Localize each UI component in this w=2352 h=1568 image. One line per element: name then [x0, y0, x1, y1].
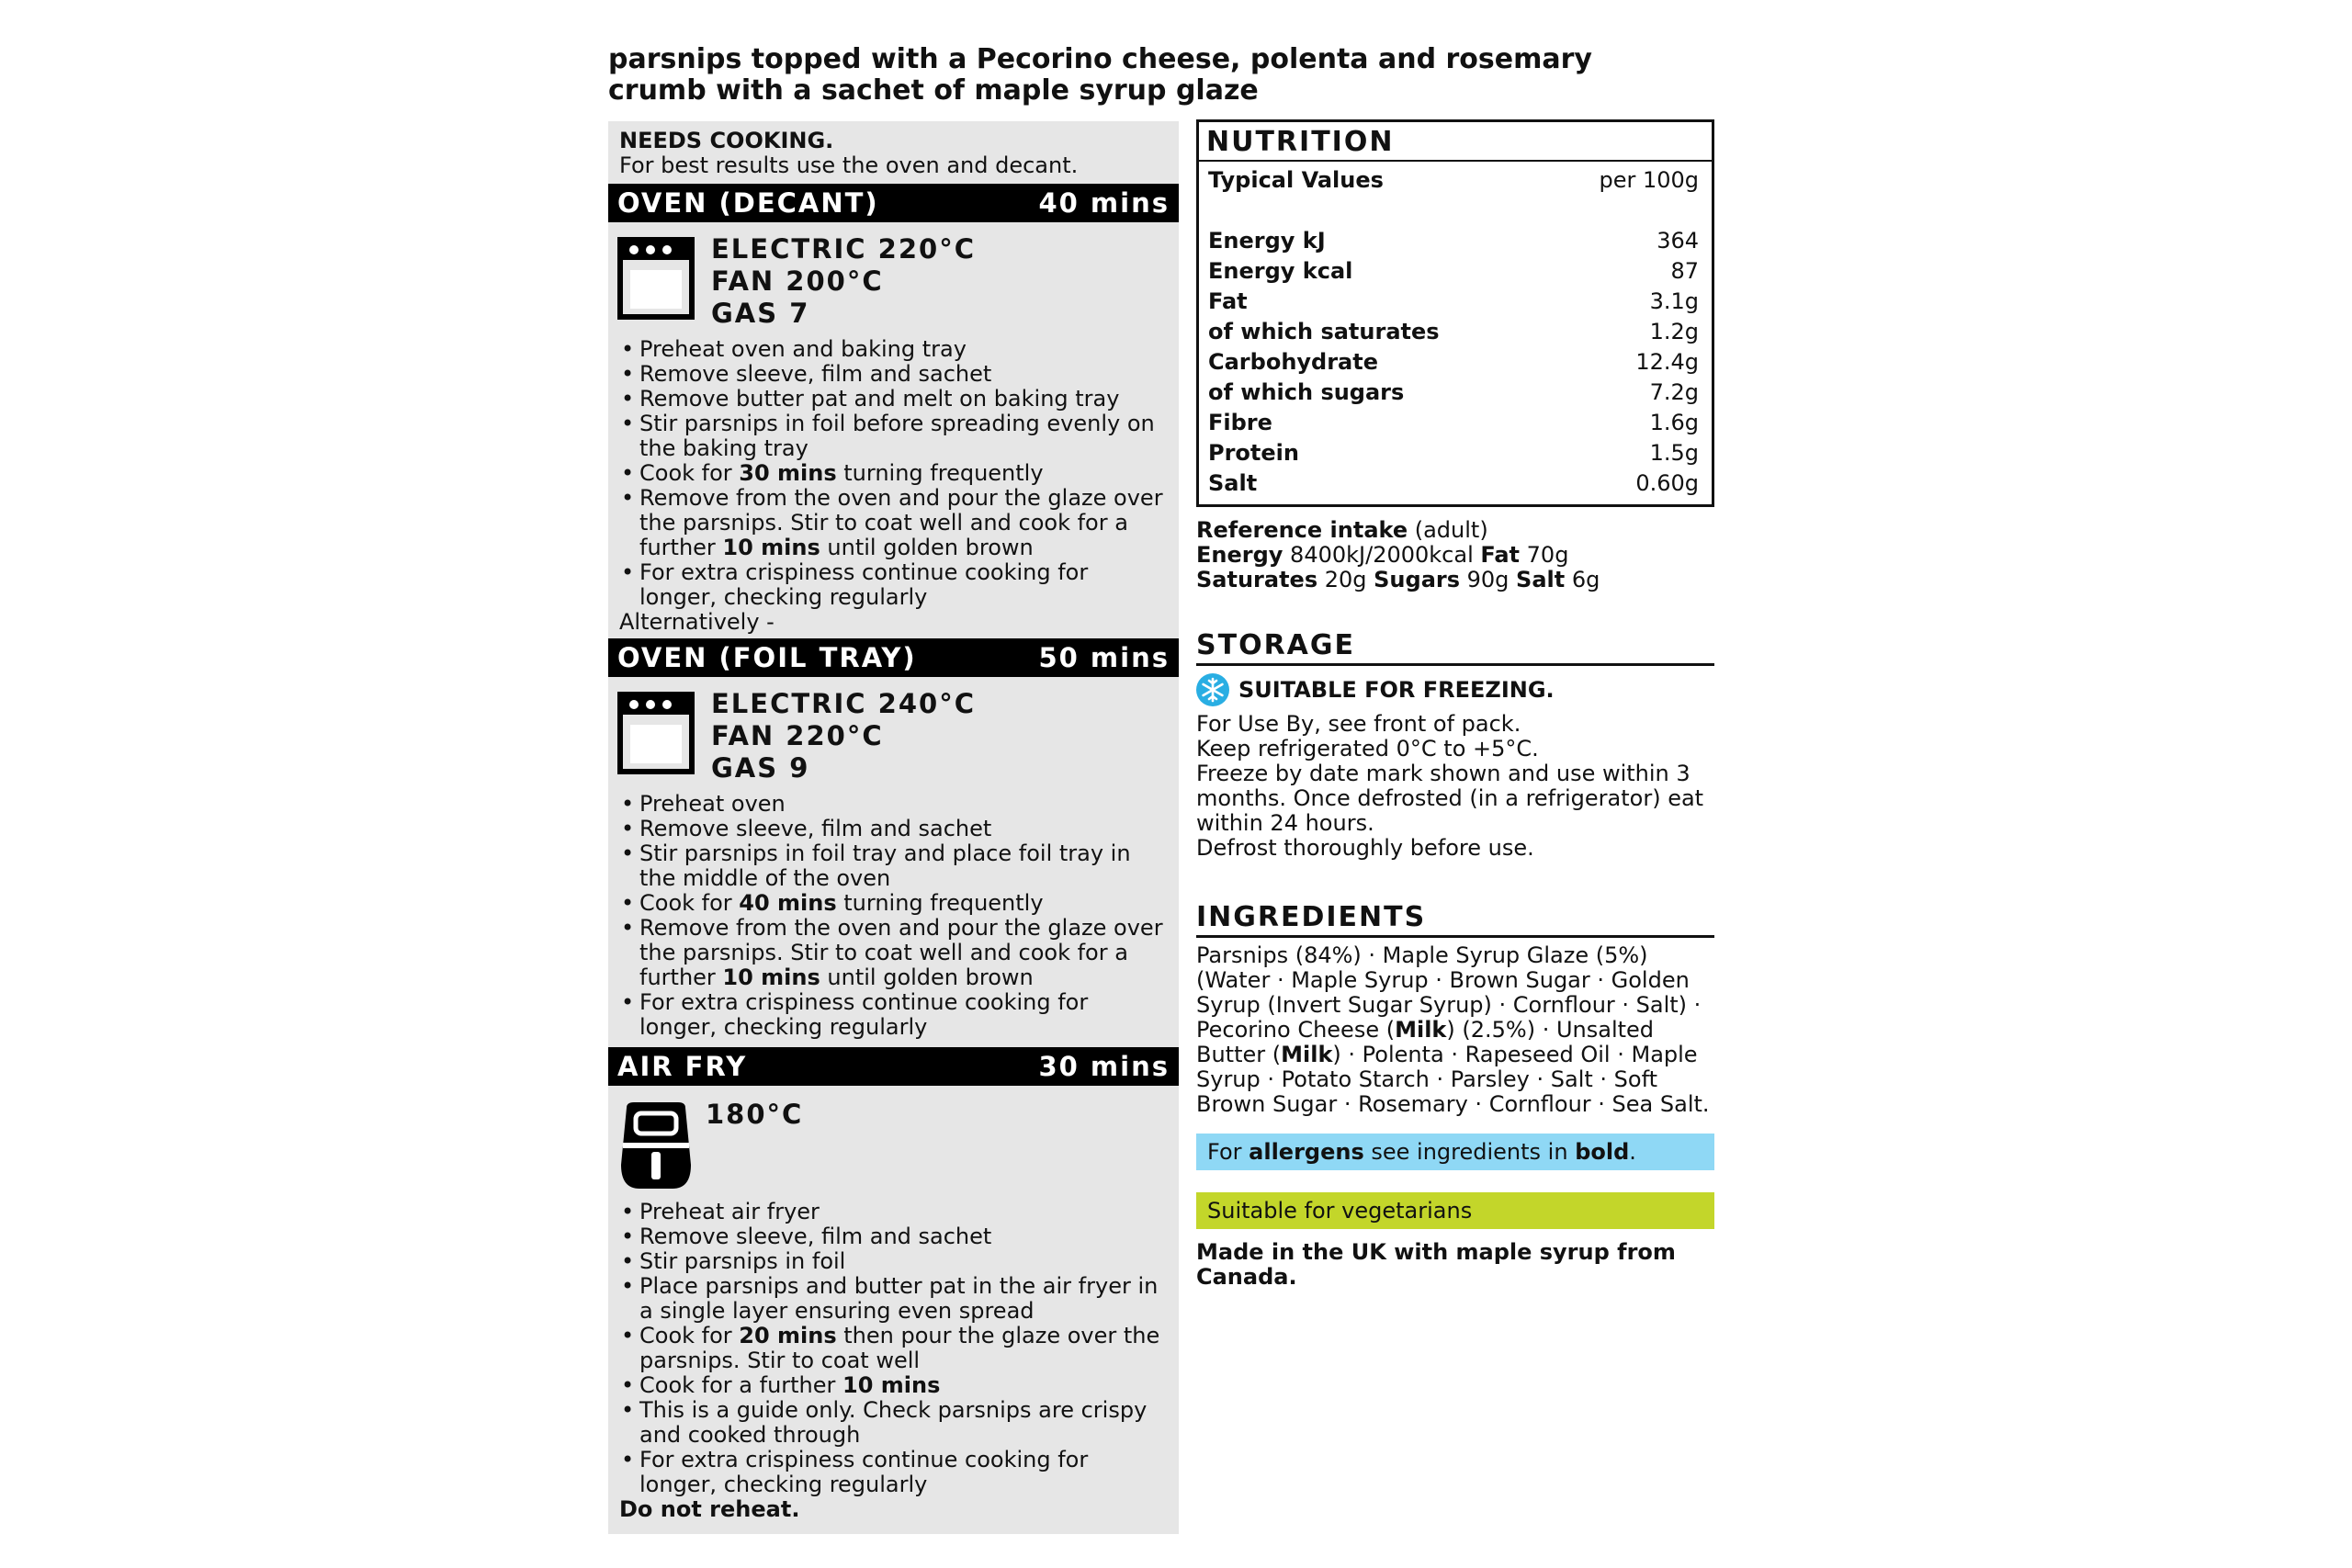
storage-line: Defrost thoroughly before use. — [1196, 835, 1534, 861]
nutrition-rows — [1199, 226, 1712, 499]
freezing-note — [1196, 673, 1714, 706]
ingredient-text: Parsnips (84%) · Maple Syrup Glaze (5%) (Water · Maple Syrup · Brown Sugar · Golden Syrup (Invert Sugar Syrup) · Cornflour · Salt) · Pecorino Cheese ( — [1196, 942, 1702, 1043]
nutrient-label: Salt — [1208, 470, 1258, 496]
cooking-instructions-panel — [608, 121, 1179, 1534]
instruction-step — [619, 1398, 1170, 1448]
nutrient-label: Fat — [1208, 288, 1248, 314]
instruction-step — [619, 1274, 1170, 1324]
step-text: Cook for — [639, 460, 740, 486]
oven-icon — [617, 692, 695, 774]
step-text: Preheat oven and baking tray — [639, 336, 967, 362]
instruction-step — [619, 337, 1170, 362]
reference-text: Energy — [1196, 542, 1283, 568]
allergen-text: bold — [1575, 1139, 1630, 1165]
step-text: Cook for a further — [639, 1372, 843, 1398]
ingredient-text: ) (2.5%) · Unsalted Butter ( — [1196, 1017, 1655, 1067]
origin-statement: Made in the UK with maple syrup from Canada. — [1196, 1239, 1676, 1290]
ingredient-text: Milk — [1395, 1017, 1447, 1043]
instruction-step — [619, 387, 1170, 412]
oven-foil-electric: ELECTRIC 240°C — [711, 688, 976, 719]
storage-text — [1196, 712, 1714, 861]
nutrition-heading: NUTRITION — [1199, 122, 1712, 162]
allergen-text: see ingredients in — [1363, 1139, 1576, 1165]
allergen-text: For — [1207, 1139, 1250, 1165]
vegetarian-banner: Suitable for vegetarians — [1196, 1192, 1714, 1229]
needs-cooking-heading: NEEDS COOKING. — [619, 128, 834, 153]
reference-intake-line — [1196, 568, 1714, 592]
nutrition-column-header — [1199, 165, 1712, 196]
oven-decant-header — [608, 184, 1179, 222]
nutrition-row — [1199, 438, 1712, 468]
reference-text: Fat — [1480, 542, 1521, 568]
air-fry-steps — [608, 1200, 1179, 1497]
ingredient-text: ) · Polenta · Rapeseed Oil · Maple Syrup · Potato Starch · Parsley · Salt · Soft Brown Sugar · Rosemary · Cornflour · Sea Salt. — [1196, 1042, 1710, 1117]
nutrient-value: 364 — [1657, 228, 1699, 254]
oven-decant-steps — [608, 337, 1179, 610]
instruction-step — [619, 1249, 1170, 1274]
reference-intake-line — [1196, 543, 1714, 568]
instruction-step — [619, 916, 1170, 990]
step-text: Stir parsnips in foil — [639, 1248, 846, 1274]
nutrient-value: 1.5g — [1649, 440, 1699, 466]
reference-text: Saturates — [1196, 567, 1318, 592]
nutrient-value: 1.6g — [1649, 410, 1699, 435]
snowflake-icon — [1196, 673, 1229, 706]
nutrition-row — [1199, 317, 1712, 347]
nutrient-label: of which sugars — [1208, 379, 1405, 405]
instruction-step — [619, 1224, 1170, 1249]
instruction-step — [619, 1200, 1170, 1224]
instruction-step — [619, 792, 1170, 817]
nutrition-table — [1196, 119, 1714, 507]
instruction-step — [619, 891, 1170, 916]
reference-text: 6g — [1565, 567, 1600, 592]
storage-line: Freeze by date mark shown and use within 3 months. Once defrosted (in a refrigerator) eat within 24 hours. — [1196, 761, 1704, 836]
oven-decant-electric: ELECTRIC 220°C — [711, 233, 976, 265]
storage-line: For Use By, see front of pack. — [1196, 711, 1521, 737]
step-text: Preheat air fryer — [639, 1199, 820, 1224]
nutrition-row — [1199, 378, 1712, 408]
info-panel — [1196, 119, 1714, 1290]
step-text: Place parsnips and butter pat in the air fryer in a single layer ensuring even spread — [639, 1273, 1159, 1324]
instruction-step — [619, 817, 1170, 841]
ingredient-text: Milk — [1281, 1042, 1333, 1067]
nutrition-row — [1199, 287, 1712, 317]
reference-text: Salt — [1516, 567, 1566, 592]
reference-text: 70g — [1520, 542, 1569, 568]
nutrient-value: 3.1g — [1649, 288, 1699, 314]
step-text: Remove butter pat and melt on baking tray — [639, 386, 1120, 412]
step-text: turning frequently — [836, 890, 1044, 916]
per-100g-label: per 100g — [1599, 167, 1699, 193]
ingredients-list — [1196, 943, 1714, 1117]
step-text: Stir parsnips in foil tray and place foil tray in the middle of the oven — [639, 840, 1131, 891]
oven-foil-time: 50 mins — [1038, 642, 1170, 673]
nutrient-label: Carbohydrate — [1208, 349, 1379, 375]
nutrient-label: of which saturates — [1208, 319, 1440, 344]
oven-foil-settings — [608, 677, 1179, 784]
step-text: Remove sleeve, film and sachet — [639, 361, 992, 387]
storage-heading: STORAGE — [1196, 629, 1714, 666]
oven-decant-label: OVEN (DECANT) — [617, 187, 879, 219]
step-text: until golden brown — [820, 964, 1034, 990]
reference-intake — [1196, 518, 1714, 592]
nutrient-label: Fibre — [1208, 410, 1272, 435]
nutrition-row — [1199, 256, 1712, 287]
instruction-step — [619, 1373, 1170, 1398]
ingredients-heading: INGREDIENTS — [1196, 901, 1714, 938]
step-text: Stir parsnips in foil before spreading evenly on the baking tray — [639, 411, 1155, 461]
step-text: Cook for — [639, 890, 740, 916]
instruction-step — [619, 461, 1170, 486]
allergen-banner — [1196, 1134, 1714, 1170]
reference-intake-line — [1196, 518, 1714, 543]
allergen-text: allergens — [1249, 1139, 1364, 1165]
instruction-step — [619, 1448, 1170, 1497]
nutrient-value: 0.60g — [1635, 470, 1699, 496]
instruction-step — [619, 560, 1170, 610]
instruction-step — [619, 412, 1170, 461]
air-fryer-icon — [617, 1100, 695, 1192]
instruction-step — [619, 841, 1170, 891]
nutrient-value: 87 — [1670, 258, 1699, 284]
oven-foil-header — [608, 638, 1179, 677]
nutrition-row — [1199, 226, 1712, 256]
step-text: 20 mins — [739, 1323, 837, 1348]
step-text: This is a guide only. Check parsnips are crispy and cooked through — [639, 1397, 1148, 1448]
nutrient-label: Protein — [1208, 440, 1299, 466]
needs-cooking-text: For best results use the oven and decant. — [619, 152, 1079, 178]
air-fry-temp: 180°C — [706, 1099, 804, 1130]
storage-line: Keep refrigerated 0°C to +5°C. — [1196, 736, 1539, 761]
air-fry-settings — [608, 1086, 1179, 1192]
nutrition-row — [1199, 408, 1712, 438]
instruction-step — [619, 362, 1170, 387]
step-text: Preheat oven — [639, 791, 786, 817]
reference-text: Sugars — [1374, 567, 1461, 592]
instruction-step — [619, 990, 1170, 1040]
oven-decant-fan: FAN 200°C — [711, 265, 884, 297]
step-text: For extra crispiness continue cooking for longer, checking regularly — [639, 989, 1089, 1040]
step-text: 10 mins — [722, 535, 820, 560]
oven-foil-fan: FAN 220°C — [711, 720, 884, 751]
oven-foil-gas: GAS 9 — [711, 752, 810, 784]
reference-text: 20g — [1317, 567, 1374, 592]
step-text: 10 mins — [842, 1372, 941, 1398]
oven-foil-label: OVEN (FOIL TRAY) — [617, 642, 917, 673]
oven-icon — [617, 237, 695, 320]
suitable-for-freezing: SUITABLE FOR FREEZING. — [1238, 677, 1555, 703]
step-text: turning frequently — [836, 460, 1044, 486]
step-text: 40 mins — [739, 890, 837, 916]
step-text: Cook for — [639, 1323, 740, 1348]
oven-decant-time: 40 mins — [1038, 187, 1170, 219]
cooking-intro — [608, 121, 1179, 178]
step-text: Remove from the oven and pour the glaze over the parsnips. Stir to coat well and cook for a further — [639, 485, 1163, 560]
air-fry-label: AIR FRY — [617, 1051, 748, 1082]
nutrient-label: Energy kcal — [1208, 258, 1353, 284]
step-text: Remove sleeve, film and sachet — [639, 816, 992, 841]
oven-foil-steps — [608, 792, 1179, 1040]
reference-text: Reference intake — [1196, 517, 1408, 543]
instruction-step — [619, 1324, 1170, 1373]
reference-text: 90g — [1460, 567, 1517, 592]
typical-values-label: Typical Values — [1208, 167, 1384, 193]
step-text: 10 mins — [722, 964, 820, 990]
step-text: For extra crispiness continue cooking for longer, checking regularly — [639, 1447, 1089, 1497]
step-text: until golden brown — [820, 535, 1034, 560]
nutrient-value: 7.2g — [1649, 379, 1699, 405]
nutrition-row — [1199, 468, 1712, 499]
instruction-step — [619, 486, 1170, 560]
allergen-text: . — [1629, 1139, 1636, 1165]
oven-decant-gas: GAS 7 — [711, 298, 810, 329]
reference-text: 8400kJ/2000kcal — [1283, 542, 1481, 568]
step-text: Remove sleeve, film and sachet — [639, 1224, 992, 1249]
do-not-reheat: Do not reheat. — [619, 1496, 800, 1522]
step-text: For extra crispiness continue cooking for longer, checking regularly — [639, 559, 1089, 610]
product-description: parsnips topped with a Pecorino cheese, polenta and rosemary crumb with a sachet of maple syrup glaze — [608, 43, 1592, 107]
nutrient-value: 1.2g — [1649, 319, 1699, 344]
oven-decant-settings — [608, 222, 1179, 330]
nutrition-row — [1199, 347, 1712, 378]
air-fry-header — [608, 1047, 1179, 1086]
alternatively-text: Alternatively - — [619, 609, 775, 635]
nutrient-value: 12.4g — [1635, 349, 1699, 375]
reference-text: (adult) — [1408, 517, 1488, 543]
nutrient-label: Energy kJ — [1208, 228, 1326, 254]
step-text: Remove from the oven and pour the glaze over the parsnips. Stir to coat well and cook for a further — [639, 915, 1163, 990]
air-fry-time: 30 mins — [1038, 1051, 1170, 1082]
step-text: then pour the glaze over the parsnips. Stir to coat well — [639, 1323, 1160, 1373]
step-text: 30 mins — [739, 460, 837, 486]
